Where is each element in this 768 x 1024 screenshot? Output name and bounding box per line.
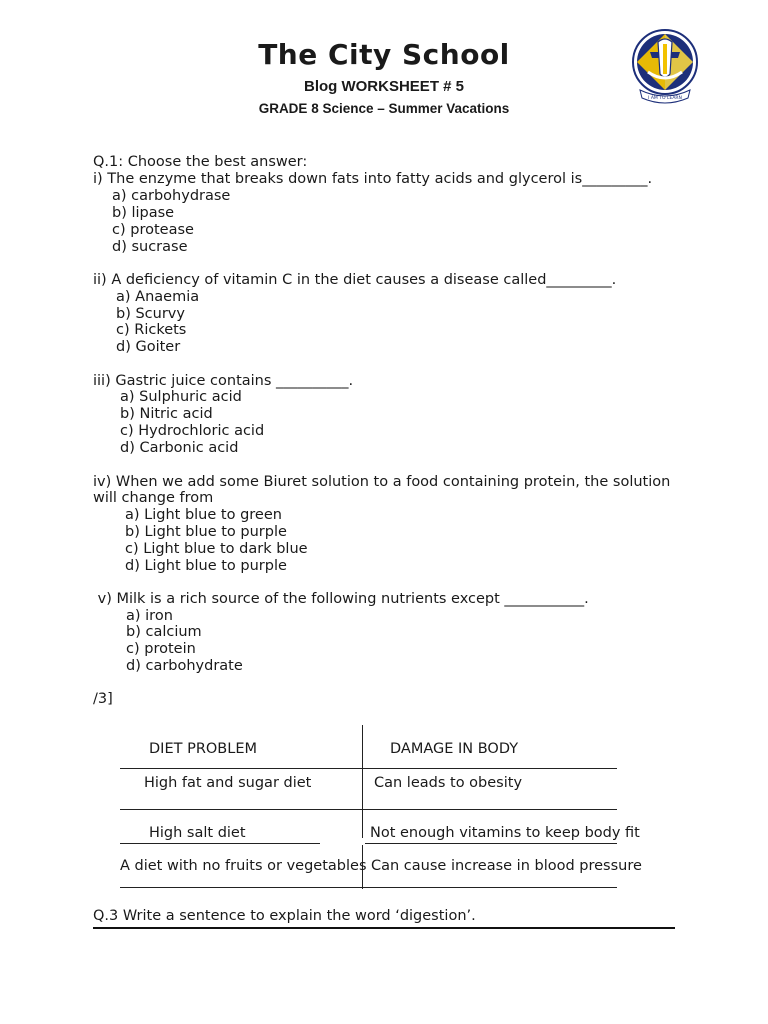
question-2-option: d) Goiter (116, 339, 181, 355)
table-cell: Can cause increase in blood pressure (371, 858, 642, 874)
question-4-option: b) Light blue to purple (125, 524, 287, 540)
school-logo (630, 28, 700, 106)
question-2-option: b) Scurvy (116, 306, 185, 322)
table-cell: Can leads to obesity (374, 775, 523, 791)
logo-motto: I AM TO LEARN (648, 96, 682, 101)
q1-heading: Q.1: Choose the best answer: (93, 154, 308, 170)
question-5-option: a) iron (126, 608, 173, 624)
question-1-option: c) protease (112, 222, 194, 238)
question-5-option: c) protein (126, 641, 196, 657)
question-4-option: a) Light blue to green (125, 507, 282, 523)
question-4-stem-continued: will change from (93, 490, 214, 506)
q3-question: Q.3 Write a sentence to explain the word ‘digestion’. (93, 908, 476, 924)
table-divider-vertical (362, 725, 363, 838)
question-3-stem: iii) Gastric juice contains __________. (93, 373, 354, 389)
table-rule (120, 768, 617, 769)
question-5-option: d) carbohydrate (126, 658, 243, 674)
question-1-stem: i) The enzyme that breaks down fats into fatty acids and glycerol is_________. (93, 171, 653, 187)
table-cell: Not enough vitamins to keep body fit (370, 825, 640, 841)
table-cell: High fat and sugar diet (144, 775, 312, 791)
table-cell: A diet with no fruits or vegetables (120, 858, 367, 874)
table-header-damage: DAMAGE IN BODY (390, 741, 519, 757)
table-rule (120, 887, 617, 888)
question-4-stem: iv) When we add some Biuret solution to a food containing protein, the solution (93, 474, 671, 490)
table-rule (120, 809, 617, 810)
question-5-stem: v) Milk is a rich source of the following nutrients except ___________. (93, 591, 589, 607)
question-1-option: a) carbohydrase (112, 188, 231, 204)
grade-subtitle: GRADE 8 Science – Summer Vacations (258, 101, 510, 116)
table-cell: High salt diet (149, 825, 246, 841)
question-4-option: d) Light blue to purple (125, 558, 287, 574)
question-3-option: a) Sulphuric acid (120, 389, 242, 405)
diet-table (120, 725, 642, 890)
question-4-option: c) Light blue to dark blue (125, 541, 308, 557)
question-3-option: d) Carbonic acid (120, 440, 239, 456)
table-rule (365, 843, 617, 844)
question-5-option: b) calcium (126, 624, 202, 640)
table-header-diet-problem: DIET PROBLEM (149, 741, 257, 757)
question-3-option: b) Nitric acid (120, 406, 213, 422)
answer-line[interactable] (93, 927, 675, 929)
worksheet-title: Blog WORKSHEET # 5 (303, 78, 464, 95)
question-1-option: b) lipase (112, 205, 175, 221)
question-2-option: c) Rickets (116, 322, 187, 338)
question-1-option: d) sucrase (112, 239, 188, 255)
q2-marks: /3] (93, 691, 113, 707)
question-3-option: c) Hydrochloric acid (120, 423, 265, 439)
school-title: The City School (258, 38, 510, 71)
question-2-option: a) Anaemia (116, 289, 200, 305)
table-rule (120, 843, 320, 844)
question-2-stem: ii) A deficiency of vitamin C in the diet causes a disease called_________. (93, 272, 617, 288)
